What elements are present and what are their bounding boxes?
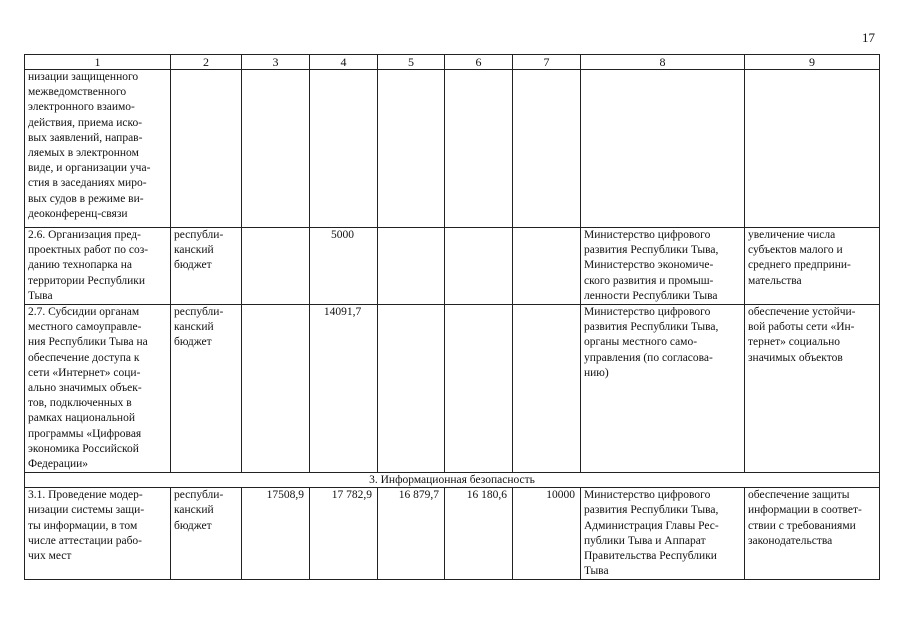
section-title: 3. Информационная безопасность	[25, 473, 880, 488]
table-row	[25, 305, 880, 473]
funding-source-cell	[171, 70, 242, 228]
amount-cell: 17508,9	[242, 488, 310, 580]
amount-cell	[445, 305, 513, 473]
amount-cell	[378, 228, 445, 305]
column-number: 7	[513, 55, 581, 70]
result-cell	[745, 70, 880, 228]
measure-cell: 3.1. Проведение модер- низации системы защи- ты информации, в том числе аттестации рабо- чих мест	[25, 488, 171, 580]
column-number: 6	[445, 55, 513, 70]
column-number: 4	[310, 55, 378, 70]
amount-cell	[513, 228, 581, 305]
column-number: 1	[25, 55, 171, 70]
table-row	[25, 228, 880, 305]
column-number: 2	[171, 55, 242, 70]
amount-cell	[378, 305, 445, 473]
responsible-cell	[581, 70, 745, 228]
page-number: 17	[862, 30, 875, 45]
amount-cell	[445, 70, 513, 228]
amount-cell	[513, 70, 581, 228]
result-cell: обеспечение устойчи- вой работы сети «Ин- тернет» социально значимых объектов	[745, 305, 880, 473]
funding-source-cell: республи- канский бюджет	[171, 228, 242, 305]
measure-cell: низации защищенного межведомственного электронного взаимо- действия, приема иско- вых заявлений, направ- ляемых в электронном виде, и организации уча- стия в заседаниях миро- вых судов в режиме ви- деоконференц-связи	[25, 70, 171, 228]
amount-cell	[310, 70, 378, 228]
amount-cell: 5000	[310, 228, 378, 305]
funding-source-cell: республи- канский бюджет	[171, 305, 242, 473]
responsible-cell: Министерство цифрового развития Республики Тыва, Администрация Главы Рес- публики Тыва и Аппарат Правительства Республики Тыва	[581, 488, 745, 580]
column-number: 5	[378, 55, 445, 70]
amount-cell	[242, 305, 310, 473]
column-number: 9	[745, 55, 880, 70]
section-row	[25, 473, 880, 488]
measure-cell: 2.7. Субсидии органам местного самоуправле- ния Республики Тыва на обеспечение доступа к сети «Интернет» соци- ально значимых объек- тов, подключенных в рамках национальной программы «Цифровая экономика Российской Федерации»	[25, 305, 171, 473]
measure-cell: 2.6. Организация пред- проектных работ по соз- данию технопарка на территории Республики Тыва	[25, 228, 171, 305]
column-number: 8	[581, 55, 745, 70]
column-number: 3	[242, 55, 310, 70]
amount-cell	[378, 70, 445, 228]
responsible-cell: Министерство цифрового развития Республики Тыва, Министерство экономиче- ского развития и промыш- ленности Республики Тыва	[581, 228, 745, 305]
amount-cell: 16 879,7	[378, 488, 445, 580]
program-table	[24, 54, 880, 580]
amount-cell: 17 782,9	[310, 488, 378, 580]
amount-cell	[513, 305, 581, 473]
amount-cell	[242, 228, 310, 305]
funding-source-cell: республи- канский бюджет	[171, 488, 242, 580]
responsible-cell: Министерство цифрового развития Республики Тыва, органы местного само- управления (по согласова- нию)	[581, 305, 745, 473]
amount-cell: 16 180,6	[445, 488, 513, 580]
amount-cell	[445, 228, 513, 305]
result-cell: обеспечение защиты информации в соответ- ствии с требованиями законодательства	[745, 488, 880, 580]
table-row	[25, 70, 880, 228]
amount-cell	[242, 70, 310, 228]
column-number-row	[25, 55, 880, 70]
result-cell: увеличение числа субъектов малого и среднего предприни- мательства	[745, 228, 880, 305]
amount-cell: 14091,7	[310, 305, 378, 473]
amount-cell: 10000	[513, 488, 581, 580]
table-row	[25, 488, 880, 580]
